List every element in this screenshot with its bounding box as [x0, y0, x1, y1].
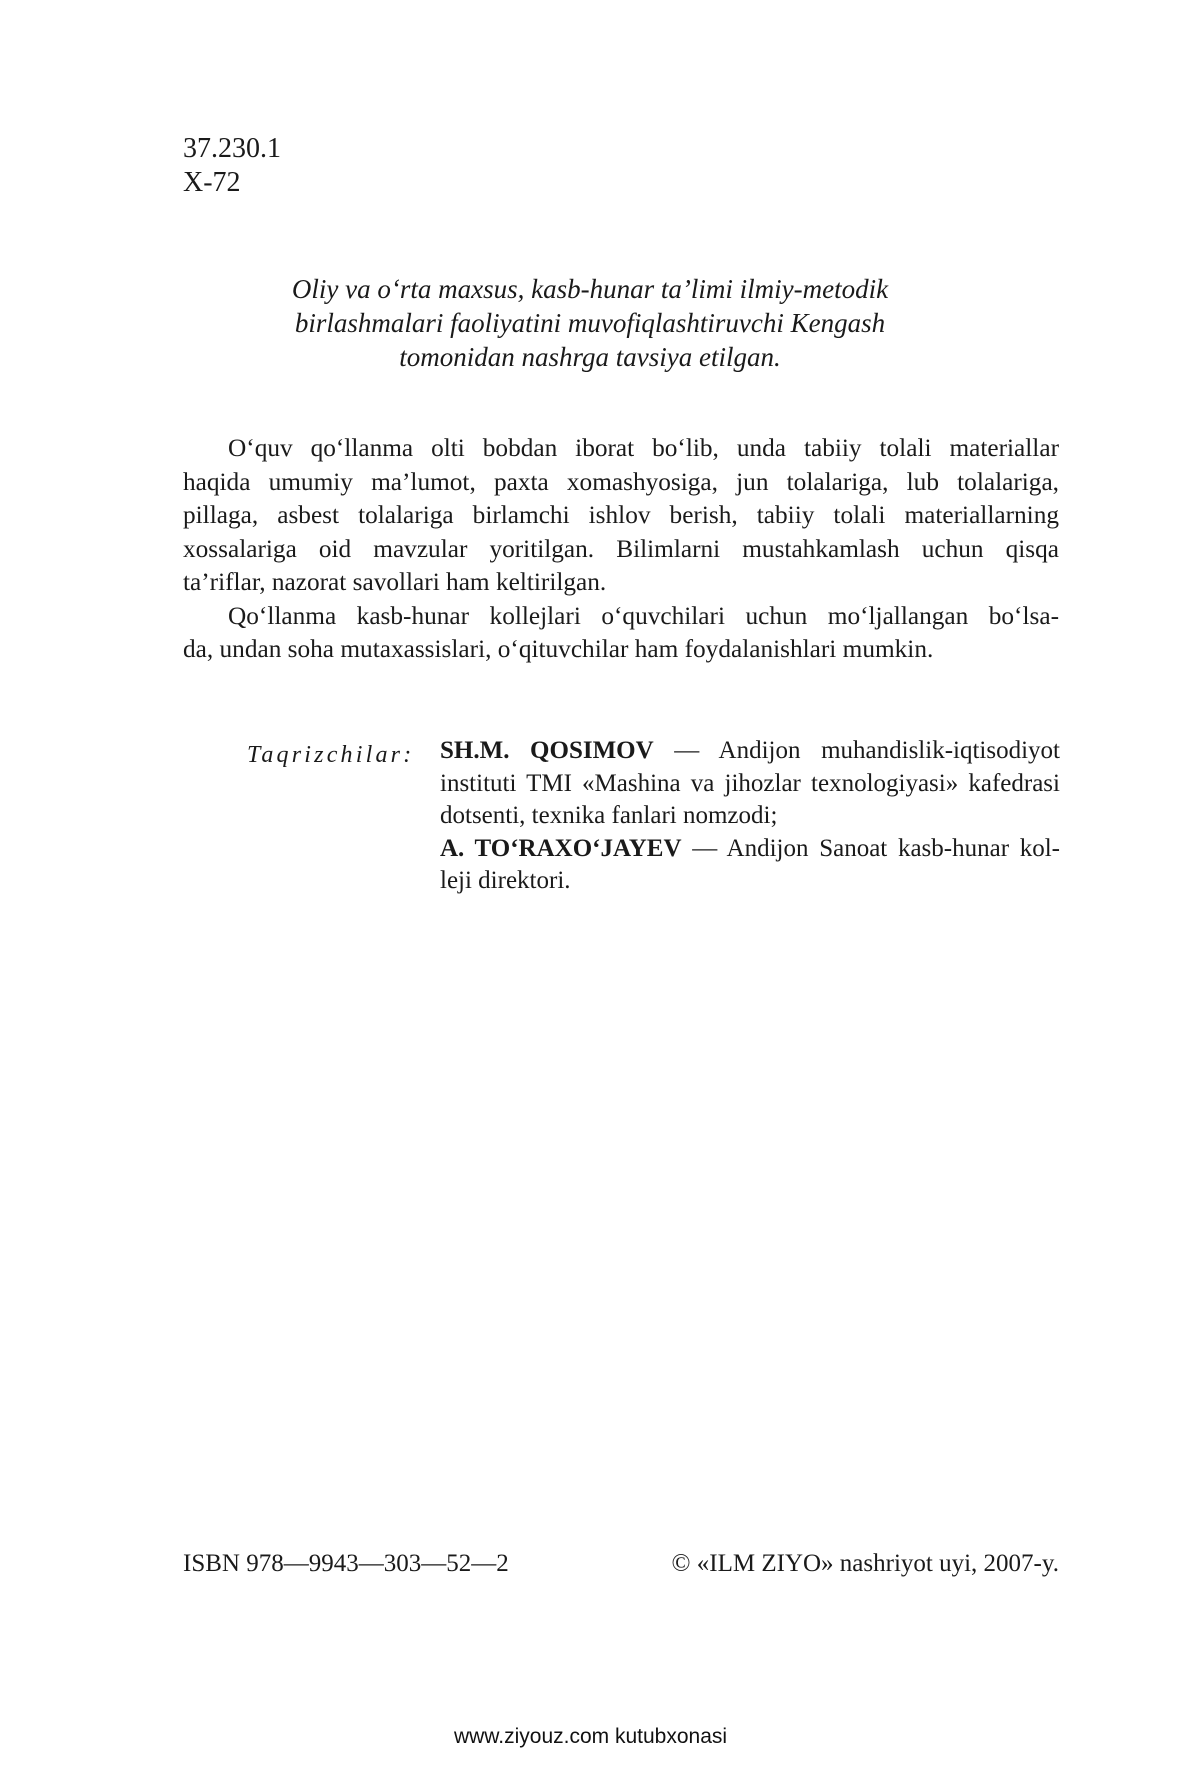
recommendation-line: tomonidan nashrga tavsiya etilgan. [399, 342, 781, 372]
copyright: © «ILM ZIYO» nashriyot uyi, 2007-y. [671, 1550, 1059, 1577]
isbn: ISBN 978—9943—303—52—2 [183, 1550, 509, 1577]
abstract-line: da, undan soha mutaxassislari, o‘qituvchilar ham foydalanishlari mumkin. [183, 635, 934, 663]
abstract-line: Qo‘llanma kasb-hunar kollejlari o‘quvchilari uchun mo‘ljallangan bo‘lsa- [228, 601, 1059, 630]
abstract-paragraph-1 [183, 432, 1059, 600]
reviewer-1-text: — Andijon muhandislik-iqtisodiyot [653, 737, 1060, 764]
abstract-line: O‘quv qo‘llanma olti bobdan iborat bo‘lib, unda tabiiy tolali materiallar [228, 434, 1059, 462]
reviewer-2-text: — Andijon Sanoat kasb-hunar kol- [681, 834, 1060, 862]
reviewer-2-line [440, 833, 1060, 866]
abstract [183, 432, 1059, 667]
footer-watermark: www.ziyouz.com kutubxonasi [453, 1725, 728, 1748]
abstract-paragraph-2 [183, 600, 1059, 667]
recommendation-line: Oliy va o‘rta maxsus, kasb-hunar ta’limi ilmiy-metodik [291, 274, 889, 304]
reviewer-2-name: A. TO‘RAXO‘JAYEV [440, 834, 682, 862]
author-mark: X-72 [183, 167, 241, 198]
reviewer-1-line: dotsenti, texnika fanlari nomzodi; [440, 802, 778, 829]
recommendation-note [230, 272, 950, 374]
udc-classification [183, 132, 281, 200]
reviewer-2-line: leji direktori. [440, 867, 571, 894]
recommendation-line: birlashmalari faoliyatini muvofiqlashtiruvchi Kengash [294, 308, 886, 338]
abstract-line: haqida umumiy ma’lumot, paxta xomashyosiga, jun tolalariga, lub tolalariga, [183, 467, 1059, 496]
reviewer-1-name: SH.M. QOSIMOV [440, 737, 654, 764]
abstract-line: ta’riflar, nazorat savollari ham keltirilgan. [183, 568, 607, 596]
reviewers-label: Taqrizchilar: [247, 742, 415, 768]
abstract-line: pillaga, asbest tolalariga birlamchi ishlov berish, tabiiy tolali materiallarning [183, 501, 1059, 529]
abstract-line: xossalariga oid mavzular yoritilgan. Bilimlarni mustahkamlash uchun qisqa [183, 534, 1059, 563]
udc-code: 37.230.1 [183, 133, 281, 164]
reviewers-list [440, 735, 1060, 898]
reviewer-1-line: instituti TMI «Mashina va jihozlar texnologiyasi» kafedrasi [440, 769, 1060, 797]
reviewer-1-line [440, 735, 1060, 768]
